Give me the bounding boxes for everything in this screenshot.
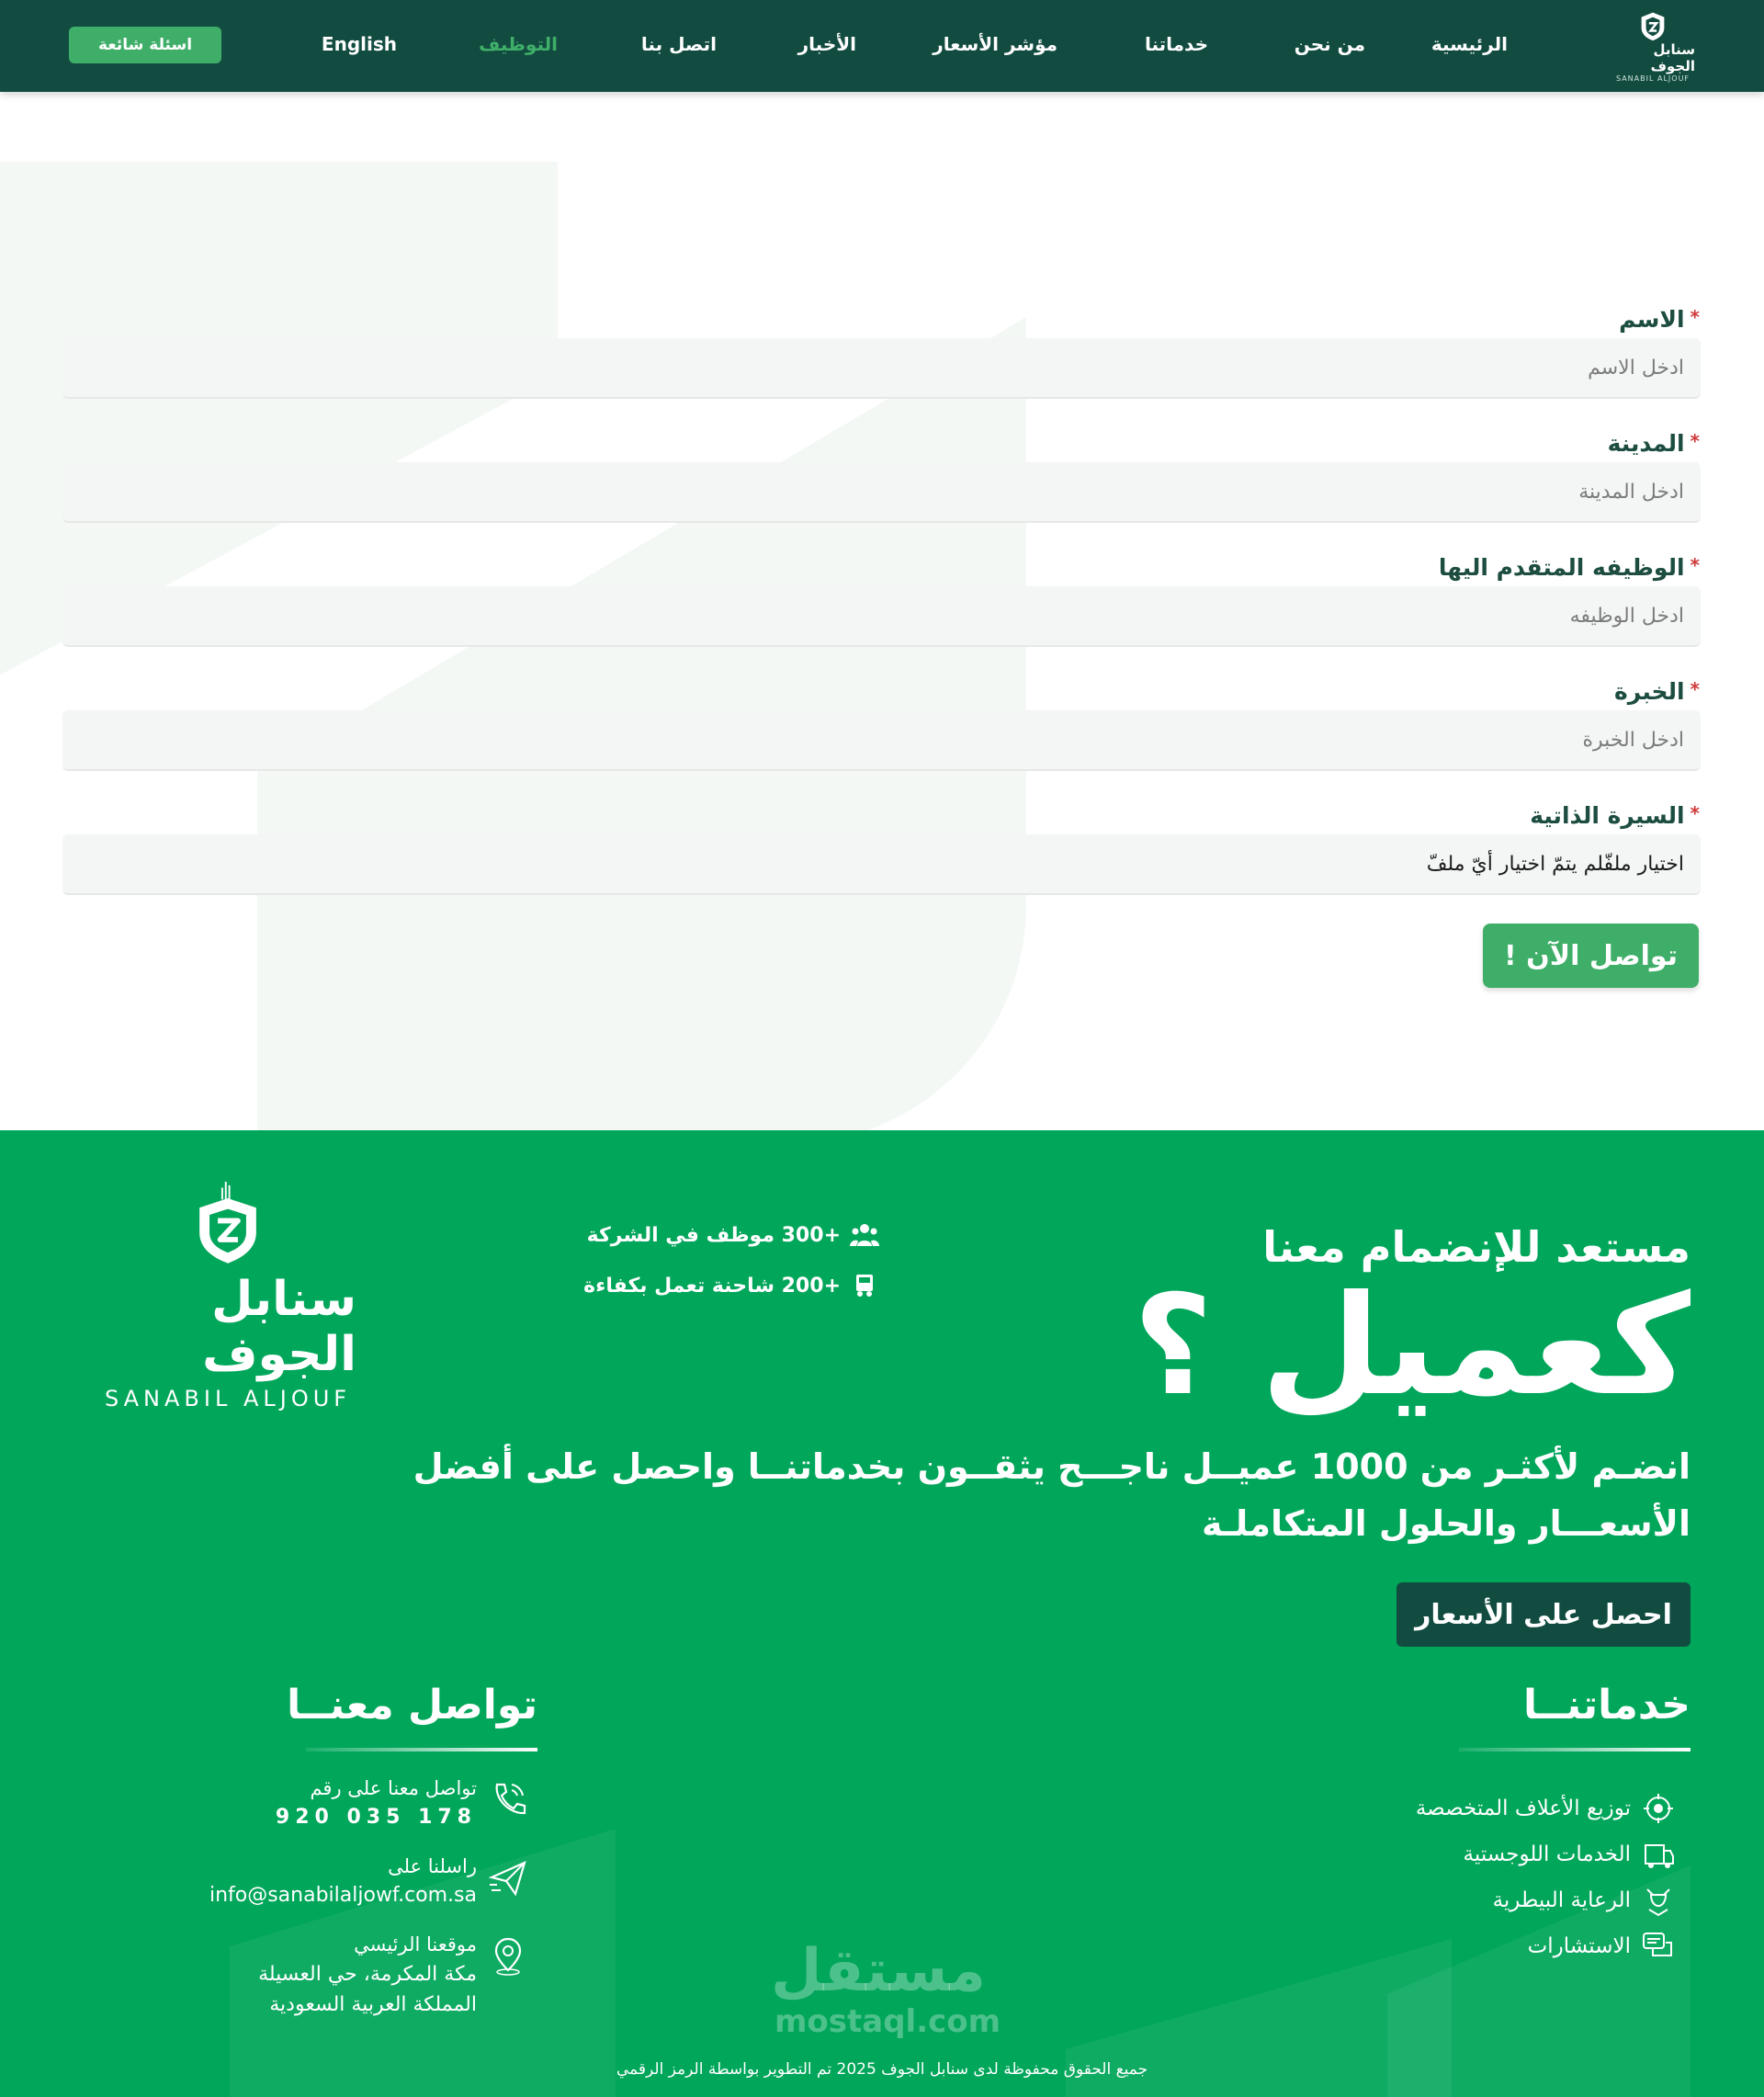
email-label: راسلنا على: [388, 1855, 477, 1877]
required-mark: *: [1690, 554, 1700, 576]
service-label: توزيع الأعلاف المتخصصة: [1415, 1797, 1631, 1820]
nav-item-services[interactable]: خدماتنا: [1144, 33, 1208, 55]
services-underline: [1459, 1748, 1690, 1751]
watermark-en: mostaql.com: [775, 2003, 1001, 2040]
nav-item-news[interactable]: الأخبار: [797, 33, 856, 55]
footer-logo: [99, 1182, 356, 1411]
stat-employees-text: +300 موظف في الشركة: [586, 1223, 841, 1247]
sanabil-shield-icon: [1636, 11, 1669, 41]
nav-item-careers[interactable]: التوظيف: [479, 33, 558, 55]
phone-number: 920 035 178: [275, 1806, 477, 1829]
top-navbar: [0, 0, 1764, 92]
join-heading: مستعد للإنضمام معنا: [1262, 1222, 1690, 1272]
phone-icon: [488, 1779, 528, 1819]
logo-text-en: SANABIL ALJOUF: [1615, 74, 1690, 83]
service-item-logistics[interactable]: [1464, 1836, 1677, 1873]
service-item-veterinary[interactable]: [1493, 1882, 1677, 1919]
service-label: الاستشارات: [1527, 1934, 1631, 1958]
brand-logo[interactable]: [1611, 11, 1695, 83]
name-input[interactable]: [62, 338, 1701, 399]
city-input[interactable]: [62, 462, 1701, 523]
service-item-consulting[interactable]: [1528, 1928, 1677, 1965]
service-label: الخدمات اللوجستية: [1463, 1842, 1631, 1866]
job-label-text: الوظيفه المتقدم اليها: [1438, 554, 1685, 581]
service-item-feed[interactable]: [1416, 1790, 1677, 1827]
send-mail-icon: [488, 1857, 528, 1898]
job-label: [1439, 554, 1700, 581]
get-prices-button[interactable]: احصل على الأسعار: [1396, 1582, 1690, 1647]
location-line-1: مكة المكرمة، حي العسيلة: [258, 1963, 477, 1986]
watermark: [770, 1937, 1001, 2040]
consulting-icon: [1640, 1928, 1677, 1965]
job-input[interactable]: [62, 586, 1701, 647]
nav-item-home[interactable]: الرئيسية: [1430, 33, 1508, 55]
stat-trucks: [583, 1273, 879, 1298]
contact-email[interactable]: [209, 1852, 528, 1910]
required-mark: *: [1690, 430, 1700, 452]
required-mark: *: [1690, 678, 1700, 700]
service-label: الرعاية البيطرية: [1492, 1888, 1631, 1912]
nav-item-price-index[interactable]: مؤشر الأسعار: [933, 33, 1057, 55]
copyright-text: جميع الحقوق محفوظة لدى سنابل الجوف 2025 تم التطوير بواسطة الرمز الرقمي: [616, 2060, 1148, 2079]
footer-logo-en: SANABIL ALJOUF: [104, 1386, 352, 1411]
required-mark: *: [1690, 802, 1700, 824]
team-icon: [850, 1222, 879, 1248]
email-address: info@sanabilaljowf.com.sa: [209, 1884, 477, 1907]
services-title: خدماتنــا: [1523, 1682, 1690, 1729]
join-description: انضـم لأكثـر من 1000 عميــل ناجـــح يثقــون بخدماتنــا واحصل على أفضل الأسعـــار والحلول المتكاملـة: [413, 1446, 1690, 1544]
experience-label: [1614, 678, 1700, 705]
veterinary-icon: [1640, 1882, 1677, 1919]
nav-item-contact[interactable]: اتصل بنا: [640, 33, 717, 55]
experience-label-text: الخبرة: [1614, 678, 1685, 705]
join-big-title: كعميل ؟: [1133, 1266, 1690, 1426]
name-label-text: الاسم: [1619, 306, 1685, 333]
contact-title: تواصل معنــا: [287, 1682, 537, 1729]
logistics-icon: [1640, 1836, 1677, 1873]
cv-label-text: السيرة الذاتية: [1530, 802, 1685, 829]
name-label: [1619, 306, 1700, 333]
faq-button[interactable]: اسئلة شائعة: [69, 27, 221, 63]
stat-employees: [587, 1222, 879, 1248]
footer-logo-ar: سنابل الجوف: [202, 1272, 356, 1382]
cv-file-input[interactable]: [62, 834, 1701, 895]
sanabil-shield-icon: [177, 1182, 278, 1264]
submit-button[interactable]: تواصل الآن !: [1483, 924, 1699, 988]
stat-trucks-text: +200 شاحنة تعمل بكفاءة: [583, 1274, 841, 1298]
contact-location[interactable]: [258, 1930, 528, 2020]
contact-phone[interactable]: [276, 1774, 528, 1832]
footer: [0, 1130, 1764, 2097]
nav-item-english[interactable]: English: [321, 33, 397, 55]
location-label: موقعنا الرئيسي: [354, 1933, 477, 1955]
contact-underline: [306, 1748, 537, 1751]
cv-label: [1530, 802, 1700, 829]
location-pin-icon: [488, 1935, 528, 1976]
logo-text-ar: سنابل الجوف: [1650, 41, 1695, 74]
city-label: [1608, 430, 1700, 457]
truck-icon: [850, 1273, 879, 1298]
required-mark: *: [1690, 306, 1700, 328]
feed-icon: [1640, 1790, 1677, 1827]
location-line-2: المملكة العربية السعودية: [269, 1993, 477, 2016]
cv-file-text: اختيار ملفّلم يتمّ اختيار أيّ ملفّ: [1426, 852, 1684, 876]
city-label-text: المدينة: [1607, 430, 1685, 457]
experience-input[interactable]: [62, 710, 1701, 771]
job-application-section: [0, 92, 1764, 1130]
watermark-ar: مستقل: [770, 1937, 986, 2005]
phone-label: تواصل معنا على رقم: [310, 1777, 477, 1799]
nav-item-about[interactable]: من نحن: [1294, 33, 1365, 55]
